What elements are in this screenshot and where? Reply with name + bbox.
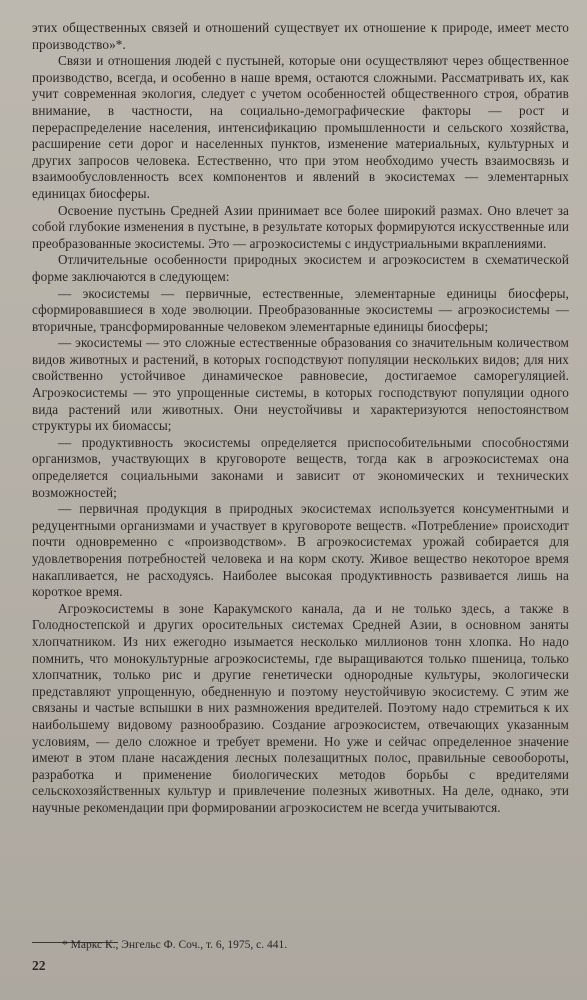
paragraph-8: — первичная продукция в природных экосистемах используется консументными и редуцентными организмами и участвует в круговороте веществ. «Потребление» происходит почти одновременно с «производством». В агроэкосистемах урожай собирается для удовлетворения потребностей человека и на корм скоту. Живое вещество некоторое время накапливается, не расходуясь. Наиболее высокая продуктивность развивается лишь на короткое время. [32,501,569,600]
paragraph-3: Освоение пустынь Средней Азии принимает все более широкий размах. Оно влечет за собой глубокие изменения в пустыне, в результате которых формируются искусственные или преобразованные экосистемы. Это — агроэкосистемы с индустриальными вкраплениями. [32,202,569,251]
paragraph-4: Отличительные особенности природных экосистем и агроэкосистем в схематической форме заключаются в следующем: [32,252,569,284]
page-number: 22 [32,958,46,973]
body-text [32,20,569,817]
paragraph-5: — экосистемы — первичные, естественные, элементарные единицы биосферы, сформировавшиеся в ходе эволюции. Преобразованные экосистемы — агроэкосистемы — вторичные, трансформированные человеком элементарные единицы биосферы; [32,285,569,334]
paragraph-6: — экосистемы — это сложные естественные образования со значительным количеством видов животных и растений, в которых господствуют популяции нескольких видов; для них свойственно устойчивое динамическое равновесие, достигаемое саморегуляцией. Агроэкосистемы — это упрощенные системы, в которых господствуют популяции одного вида растений или животных. Они неустойчивы и характеризуются непостоянством структуры их биомассы; [32,335,569,434]
footnote: * Маркс К., Энгельс Ф. Соч., т. 6, 1975, с. 441. [62,939,288,951]
paragraph-9: Агроэкосистемы в зоне Каракумского канала, да и не только здесь, а также в Голодностепской и других оросительных системах Средней Азии, в основном заняты хлопчатником. Из них ежегодно изымается несколько миллионов тонн хлопка. Но надо помнить, что монокультурные агроэкосистемы, где выращиваются только пшеница, только хлопчатник, только рис и другие генетически однородные культуры, экологически представляют упрощенную, обедненную и поэтому неустойчивую экосистему. С этим же связаны и частые вспышки в них размножения вредителей. Поэтому надо стремиться к их наибольшему видовому разнообразию. Создание агроэкосистем, отвечающих указанным условиям, — дело сложное и требует времени. Но уже и сейчас определенное значение имеют в этом плане насаждения лесных полезащитных полос, правильные севообороты, разработка и применение биологических методов борьбы с вредителями сельскохозяйственных культур и привлечение полезных животных. На деле, однако, эти научные рекомендации при формировании агроэкосистем не всегда учитываются. [32,600,569,815]
paragraph-1: этих общественных связей и отношений существует их отношение к природе, имеет место производство»*. [32,20,569,52]
paragraph-2: Связи и отношения людей с пустыней, которые они осуществляют через общественное производство, всегда, и особенно в наше время, остаются сложными. Рассматривать их, как учит современная экология, следует с учетом особенностей общественного строя, обратив внимание, в частности, на социально-демографические факторы — рост и перераспределение населения, интенсификацию промышленности и сельского хозяйства, расширение сети дорог и населенных пунктов, изменение материальных, культурных и других запросов человека. Естественно, что при этом необходимо учесть взаимосвязь и взаимообусловленность всех компонентов и явлений в экосистемах — элементарных единицах биосферы. [32,53,569,201]
paragraph-7: — продуктивность экосистемы определяется приспособительными способностями организмов, участвующих в круговороте веществ, тогда как в агроэкосистемах она определяется социальными законами и зависит от экономических и технических возможностей; [32,434,569,500]
